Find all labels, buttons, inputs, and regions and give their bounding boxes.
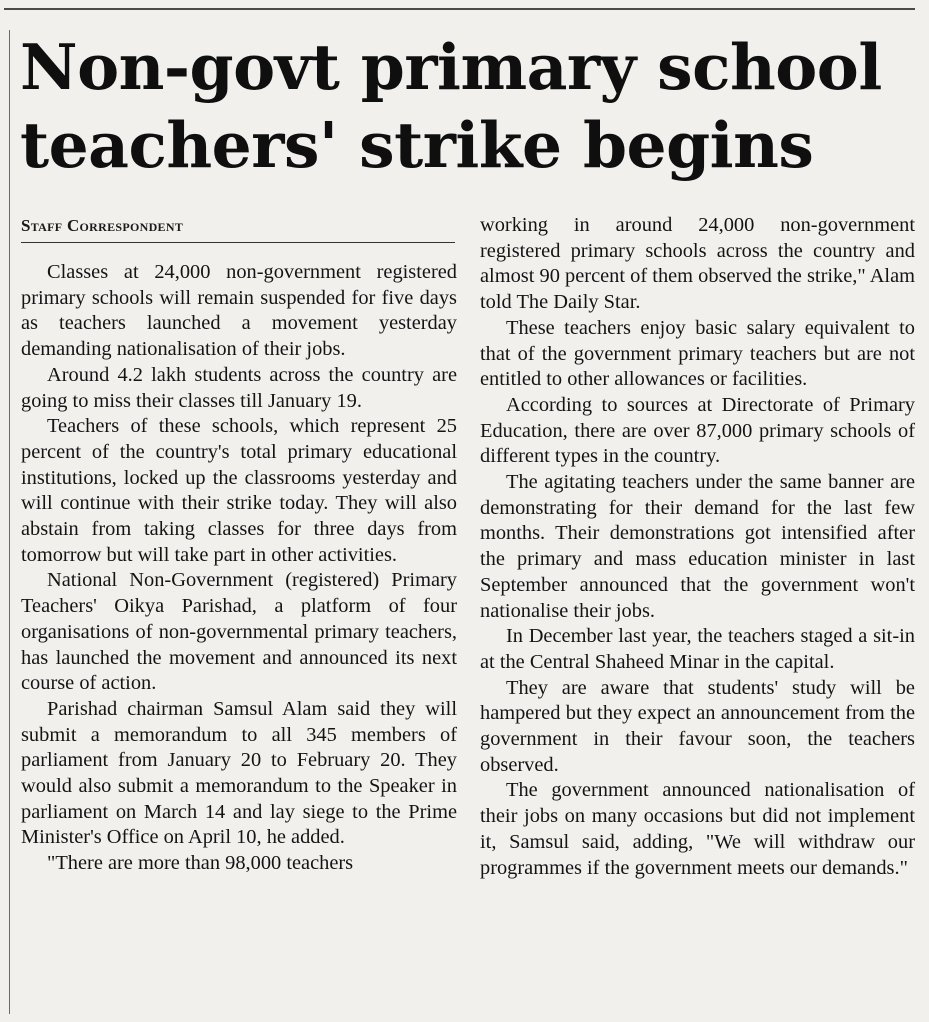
right-column bbox=[480, 213, 915, 881]
paragraph-continuation: working in around 24,000 non-government registered primary schools across the country and almost 90 percent of them observed the strike," Alam told The Daily Star. bbox=[480, 214, 915, 314]
paragraph: They are aware that students' study will be hampered but they expect an announcement from the government in their favour soon, the teachers observed. bbox=[480, 676, 915, 776]
top-rule bbox=[4, 8, 915, 10]
headline-line-1: Non-govt primary school bbox=[20, 30, 882, 104]
paragraph: Classes at 24,000 non-government registered primary schools will remain suspended for five days as teachers launched a movement yesterday demanding nationalisation of their jobs. bbox=[21, 261, 457, 361]
byline: Staff Correspondent bbox=[21, 214, 455, 243]
headline bbox=[20, 28, 920, 184]
paragraph: These teachers enjoy basic salary equivalent to that of the government primary teachers but are not entitled to other allowances or facilities. bbox=[480, 316, 915, 391]
paragraph: In December last year, the teachers staged a sit-in at the Central Shaheed Minar in the capital. bbox=[480, 625, 915, 673]
paragraph: The government announced nationalisation of their jobs on many occasions but did not implement it, Samsul said, adding, "We will withdraw our programmes if the government meets our demands." bbox=[480, 779, 915, 879]
paragraph: According to sources at Directorate of Primary Education, there are over 87,000 primary schools of different types in the country. bbox=[480, 393, 915, 468]
paragraph: Parishad chairman Samsul Alam said they will submit a memorandum to all 345 members of parliament from January 20 to February 20. They would also submit a memorandum to the Speaker in parliament on March 14 and lay siege to the Prime Minister's Office on April 10, he added. bbox=[21, 697, 457, 849]
left-column bbox=[21, 260, 457, 877]
paragraph: "There are more than 98,000 teachers bbox=[47, 852, 354, 875]
paragraph: Teachers of these schools, which represent 25 percent of the country's total primary educational institutions, locked up the classrooms yesterday and will continue with their strike today. They will also abstain from taking classes for three days from tomorrow but will take part in other activities. bbox=[21, 415, 457, 566]
paragraph: The agitating teachers under the same banner are demonstrating for their demand for the last few months. Their demonstrations got intensified after the primary and mass education minister in last September announced that the government won't nationalise their jobs. bbox=[480, 471, 915, 622]
headline-line-2: teachers' strike begins bbox=[20, 108, 814, 182]
paragraph: Around 4.2 lakh students across the country are going to miss their classes till January 19. bbox=[21, 363, 457, 412]
column-rule bbox=[9, 30, 10, 1014]
paragraph: National Non-Government (registered) Primary Teachers' Oikya Parishad, a platform of four organisations of non-governmental primary teachers, has launched the movement and announced its next course of action. bbox=[21, 569, 457, 695]
